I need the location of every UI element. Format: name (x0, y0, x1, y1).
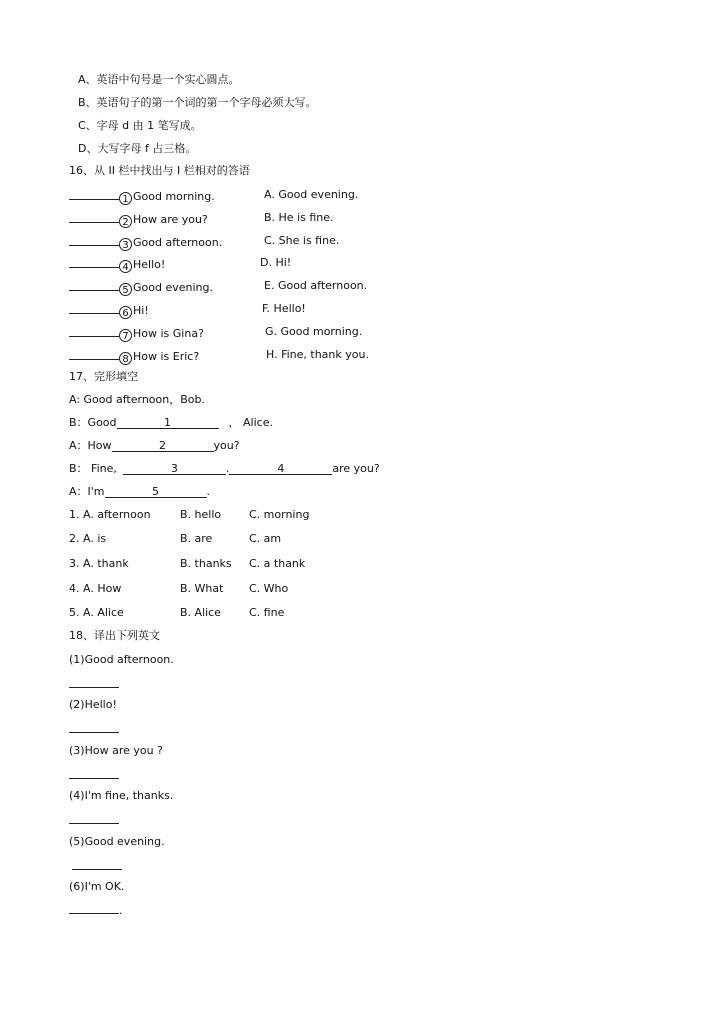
speaker-text: . (206, 485, 211, 498)
q16-row (69, 280, 213, 296)
q16-right-item: H. Fine, thank you. (266, 348, 369, 361)
q18-title: 18、译出下列英文 (69, 629, 160, 642)
answer-blank[interactable] (69, 235, 119, 246)
circled-number: 6 (119, 306, 132, 319)
q16-row (69, 349, 199, 365)
q16-right-item: C. She is fine. (264, 234, 340, 247)
q16-left-item: Good afternoon. (133, 236, 223, 249)
q16-row (69, 326, 204, 342)
circled-number: 1 (119, 192, 132, 205)
translation-answer-line[interactable] (69, 813, 119, 824)
circled-number: 8 (119, 352, 132, 365)
cloze-blank-2[interactable]: 2 (112, 440, 214, 452)
q16-title: 16、从 II 栏中找出与 I 栏相对的答语 (69, 164, 250, 177)
choice-option[interactable]: B. are (180, 532, 213, 545)
translation-prompt: (5)Good evening. (69, 835, 165, 848)
q16-row (69, 303, 149, 319)
q16-left-item: How are you? (133, 213, 208, 226)
q16-left-item: Good morning. (133, 190, 215, 203)
q16-right-item: E. Good afternoon. (264, 279, 368, 292)
q15-option-c: C、字母 d 由 1 笔写成。 (78, 119, 202, 132)
choice-option[interactable]: C. fine (249, 606, 285, 619)
translation-prompt: (3)How are you ? (69, 744, 163, 757)
speaker-text: B：Good (69, 416, 117, 429)
choice-option[interactable]: B. hello (180, 508, 222, 521)
speaker-text: you? (213, 439, 240, 452)
choice-option[interactable]: B. thanks (180, 557, 232, 570)
q16-right-item: D. Hi! (260, 256, 292, 269)
q16-row (69, 257, 165, 273)
q17-dialog-line: A: Good afternoon，Bob. (69, 393, 205, 406)
choice-option[interactable]: 4. A. How (69, 582, 122, 595)
answer-blank[interactable] (69, 212, 119, 223)
q16-left-item: Hello! (133, 258, 166, 271)
q15-option-a: A、英语中句号是一个实心圆点。 (78, 73, 240, 86)
translation-answer-line[interactable] (69, 677, 119, 688)
q15-option-d: D、大写字母 f 占三格。 (78, 142, 197, 155)
choice-option[interactable]: C. Who (249, 582, 289, 595)
speaker-text: B： Fine, (69, 462, 117, 475)
q16-left-item: How is Eric? (133, 350, 200, 363)
answer-blank[interactable] (69, 280, 119, 291)
q16-row (69, 189, 215, 205)
circled-number: 5 (119, 283, 132, 296)
translation-prompt: (6)I'm OK. (69, 880, 125, 893)
answer-blank[interactable] (69, 257, 119, 268)
choice-option[interactable]: 3. A. thank (69, 557, 129, 570)
translation-answer-line[interactable] (69, 722, 119, 733)
q17-dialog-line (69, 440, 240, 452)
q16-left-item: Good evening. (133, 281, 213, 294)
circled-number: 4 (119, 260, 132, 273)
translation-prompt: (1)Good afternoon. (69, 653, 174, 666)
speaker-text: A：How (69, 439, 112, 452)
q16-row (69, 235, 222, 251)
cloze-blank-4[interactable]: 4 (229, 463, 332, 475)
circled-number: 7 (119, 329, 132, 342)
period-text: . (119, 904, 123, 917)
q16-right-item: B. He is fine. (264, 211, 334, 224)
q16-right-item: A. Good evening. (264, 188, 359, 201)
cloze-blank-5[interactable]: 5 (105, 486, 207, 498)
answer-blank[interactable] (69, 349, 119, 360)
q16-left-item: Hi! (133, 304, 149, 317)
choice-option[interactable]: 1. A. afternoon (69, 508, 151, 521)
translation-answer-line[interactable] (69, 768, 119, 779)
cloze-blank-3[interactable]: 3 (123, 463, 226, 475)
answer-blank[interactable] (69, 303, 119, 314)
translation-answer-line[interactable] (72, 859, 122, 870)
cloze-blank-1[interactable]: 1 (117, 417, 219, 429)
speaker-text: A：I'm (69, 485, 105, 498)
translation-prompt: (4)I'm fine, thanks. (69, 789, 174, 802)
q17-dialog-line (69, 417, 273, 429)
q16-right-item: F. Hello! (262, 302, 306, 315)
q16-right-item: G. Good morning. (265, 325, 363, 338)
choice-option[interactable]: C. a thank (249, 557, 306, 570)
choice-option[interactable]: B. Alice (180, 606, 221, 619)
q17-title: 17、完形填空 (69, 370, 138, 383)
q16-row (69, 212, 208, 228)
choice-option[interactable]: C. am (249, 532, 282, 545)
answer-blank[interactable] (69, 326, 119, 337)
q17-dialog-line (69, 486, 210, 498)
answer-blank[interactable] (69, 189, 119, 200)
choice-option[interactable]: C. morning (249, 508, 310, 521)
choice-option[interactable]: 5. A. Alice (69, 606, 124, 619)
translation-answer-row (69, 903, 123, 916)
choice-option[interactable]: B. What (180, 582, 224, 595)
q16-left-item: How is Gina? (133, 327, 204, 340)
speaker-text: . (225, 462, 230, 475)
translation-answer-line[interactable] (69, 903, 119, 914)
speaker-text: are you? (332, 462, 380, 475)
q15-option-b: B、英语句子的第一个词的第一个字母必须大写。 (78, 96, 317, 109)
circled-number: 2 (119, 215, 132, 228)
translation-prompt: (2)Hello! (69, 698, 117, 711)
q17-dialog-line (69, 463, 380, 475)
choice-option[interactable]: 2. A. is (69, 532, 107, 545)
circled-number: 3 (119, 238, 132, 251)
speaker-text: ， Alice. (228, 416, 273, 429)
